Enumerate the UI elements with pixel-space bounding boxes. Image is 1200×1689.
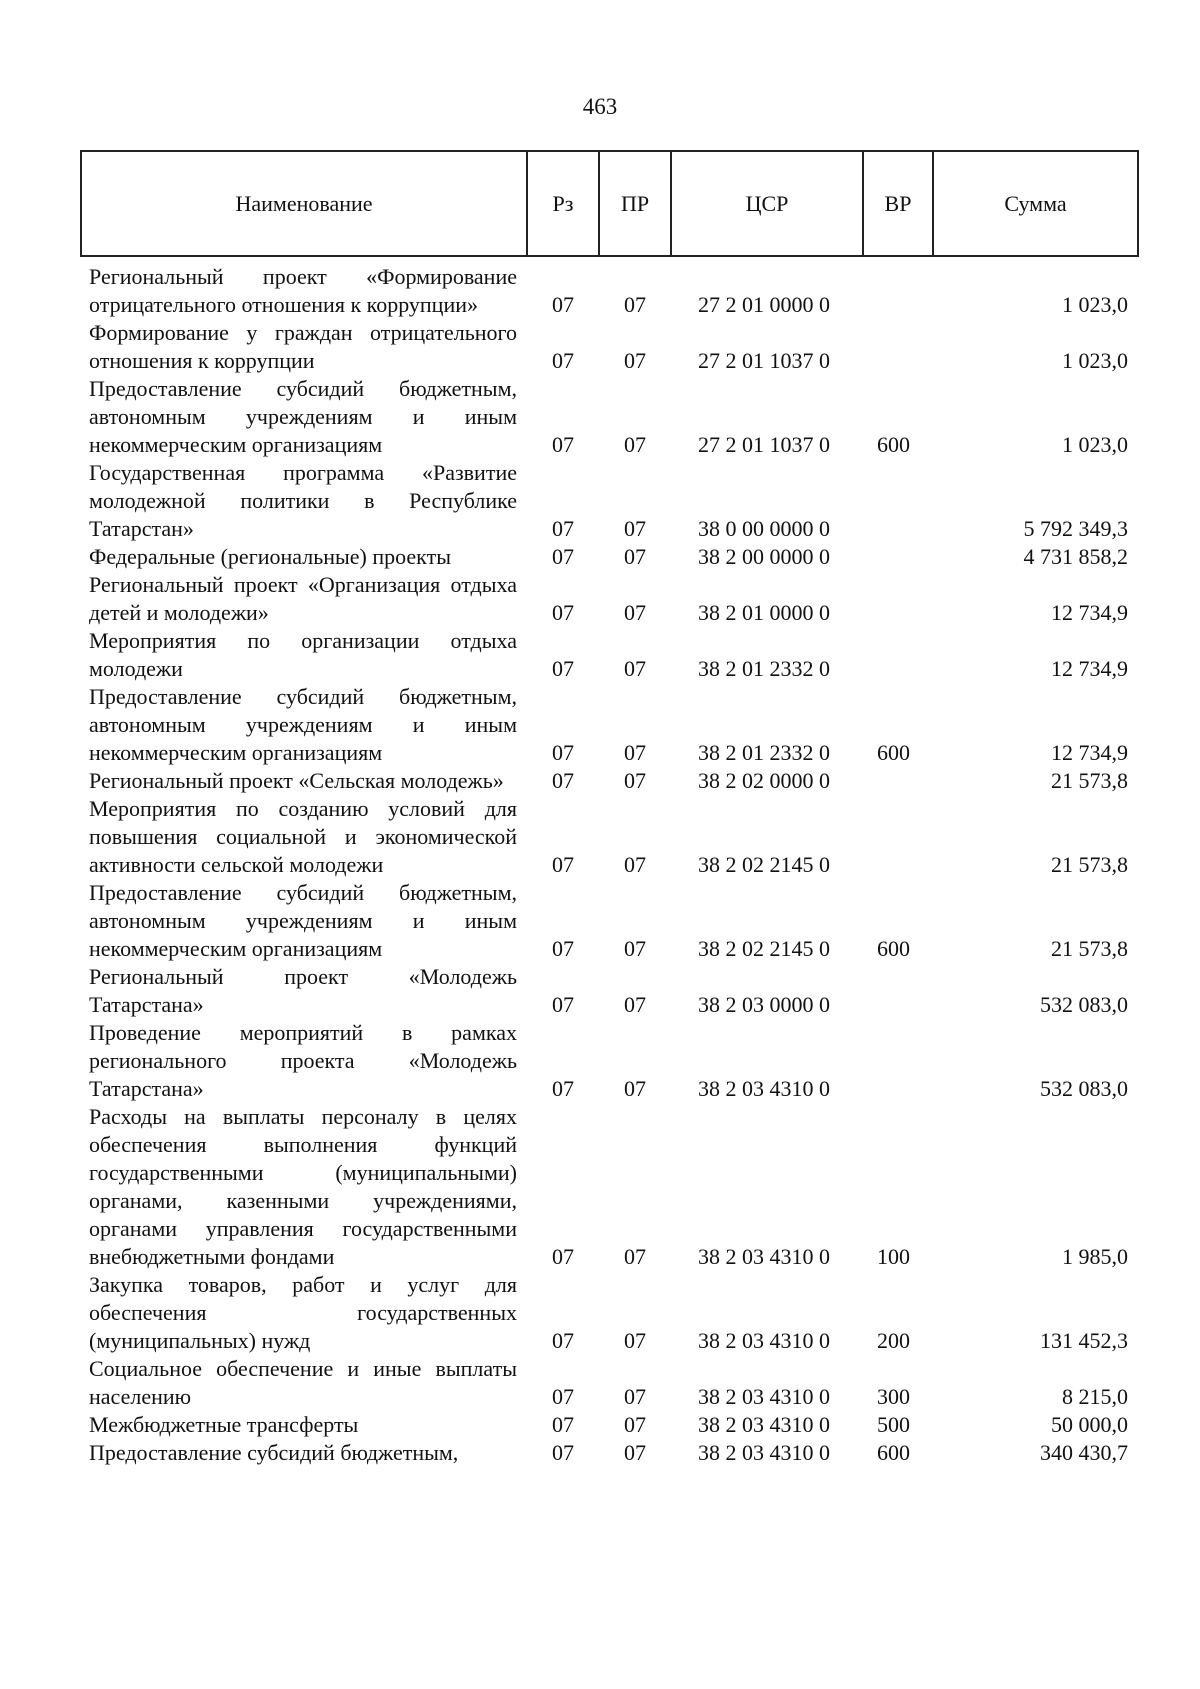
row-rz: 07 [552, 292, 574, 317]
table-body [81, 256, 1138, 1467]
row-vr: 500 [877, 1412, 910, 1437]
table-row [81, 795, 1138, 879]
table-row [81, 963, 1138, 1019]
row-csr: 38 2 03 4310 0 [698, 1440, 830, 1465]
row-csr: 38 2 00 0000 0 [698, 544, 830, 569]
row-name: Межбюджетные трансферты [89, 1412, 359, 1437]
row-name: Предоставление субсидий бюджетным, [89, 1440, 459, 1465]
row-pr: 07 [624, 1076, 646, 1101]
row-name: Предоставление субсидий бюджетным, автономным учреждениям и иным некоммерческим организациям [89, 880, 517, 961]
row-sum: 12 734,9 [1051, 656, 1128, 681]
row-name: Региональный проект «Формирование отрицательного отношения к коррупции» [89, 264, 517, 317]
table-row [81, 1271, 1138, 1355]
row-name: Региональный проект «Организация отдыха детей и молодежи» [89, 572, 517, 625]
row-pr: 07 [624, 292, 646, 317]
row-pr: 07 [624, 600, 646, 625]
row-sum: 340 430,7 [1040, 1440, 1128, 1465]
row-name: Расходы на выплаты персоналу в целях обеспечения выполнения функций государственными (муниципальными) органами, казенными учреждениями, органами управления государственными внебюджетными фондами [89, 1104, 517, 1269]
row-vr: 100 [877, 1244, 910, 1269]
row-rz: 07 [552, 1076, 574, 1101]
row-vr [863, 459, 933, 543]
row-csr: 38 2 02 2145 0 [698, 852, 830, 877]
row-csr: 38 2 02 0000 0 [698, 768, 830, 793]
row-name: Закупка товаров, работ и услуг для обеспечения государственных (муниципальных) нужд [89, 1272, 517, 1353]
row-pr: 07 [624, 852, 646, 877]
row-vr [863, 319, 933, 375]
row-csr: 27 2 01 1037 0 [698, 348, 830, 373]
row-csr: 38 2 02 2145 0 [698, 936, 830, 961]
row-vr: 600 [877, 936, 910, 961]
row-vr: 600 [877, 740, 910, 765]
row-name: Государственная программа «Развитие молодежной политики в Республике Татарстан» [89, 460, 517, 541]
row-rz: 07 [552, 600, 574, 625]
row-pr: 07 [624, 544, 646, 569]
row-sum: 532 083,0 [1040, 1076, 1128, 1101]
row-name: Предоставление субсидий бюджетным, автономным учреждениям и иным некоммерческим организациям [89, 684, 517, 765]
row-sum: 1 023,0 [1062, 292, 1128, 317]
row-csr: 38 2 03 4310 0 [698, 1412, 830, 1437]
header-sum: Сумма [933, 151, 1138, 256]
page-number: 463 [582, 94, 618, 119]
header-csr: ЦСР [671, 151, 863, 256]
row-csr: 38 2 03 0000 0 [698, 992, 830, 1017]
row-pr: 07 [624, 1412, 646, 1437]
row-sum: 21 573,8 [1051, 768, 1128, 793]
row-csr: 38 2 03 4310 0 [698, 1244, 830, 1269]
row-rz: 07 [552, 992, 574, 1017]
row-pr: 07 [624, 1440, 646, 1465]
row-name: Предоставление субсидий бюджетным, автономным учреждениям и иным некоммерческим организациям [89, 376, 517, 457]
row-name: Социальное обеспечение и иные выплаты населению [89, 1356, 517, 1409]
row-rz: 07 [552, 656, 574, 681]
row-pr: 07 [624, 432, 646, 457]
table-row [81, 459, 1138, 543]
row-sum: 12 734,9 [1051, 740, 1128, 765]
row-name: Федеральные (региональные) проекты [89, 544, 451, 569]
row-rz: 07 [552, 740, 574, 765]
table-header [81, 151, 1138, 256]
row-csr: 38 2 03 4310 0 [698, 1328, 830, 1353]
header-vr: ВР [863, 151, 933, 256]
row-name: Региональный проект «Сельская молодежь» [89, 768, 504, 793]
row-pr: 07 [624, 1328, 646, 1353]
row-csr: 27 2 01 0000 0 [698, 292, 830, 317]
row-sum: 1 023,0 [1062, 348, 1128, 373]
row-name: Формирование у граждан отрицательного отношения к коррупции [89, 320, 517, 373]
row-name: Мероприятия по организации отдыха молодежи [89, 628, 517, 681]
row-rz: 07 [552, 1440, 574, 1465]
table-row [81, 1103, 1138, 1271]
header-name: Наименование [81, 151, 527, 256]
table-row [81, 543, 1138, 571]
table-row [81, 1355, 1138, 1411]
row-csr: 38 2 01 2332 0 [698, 656, 830, 681]
row-vr [863, 543, 933, 571]
row-vr: 300 [877, 1384, 910, 1409]
row-rz: 07 [552, 544, 574, 569]
row-csr: 38 0 00 0000 0 [698, 516, 830, 541]
table-row [81, 375, 1138, 459]
row-sum: 50 000,0 [1051, 1412, 1128, 1437]
row-pr: 07 [624, 768, 646, 793]
table-row [81, 319, 1138, 375]
row-rz: 07 [552, 516, 574, 541]
row-rz: 07 [552, 1244, 574, 1269]
row-vr [863, 767, 933, 795]
row-sum: 1 023,0 [1062, 432, 1128, 457]
table-row [81, 767, 1138, 795]
header-row [81, 151, 1138, 256]
header-rz: Рз [527, 151, 599, 256]
row-sum: 131 452,3 [1040, 1328, 1128, 1353]
row-pr: 07 [624, 1244, 646, 1269]
row-vr: 600 [877, 1440, 910, 1465]
row-sum: 532 083,0 [1040, 992, 1128, 1017]
table-row [81, 627, 1138, 683]
header-pr: ПР [599, 151, 671, 256]
row-vr [863, 263, 933, 319]
table-row [81, 1439, 1138, 1467]
row-name: Региональный проект «Молодежь Татарстана» [89, 964, 517, 1017]
row-pr: 07 [624, 740, 646, 765]
row-vr [863, 963, 933, 1019]
row-rz: 07 [552, 936, 574, 961]
row-sum: 12 734,9 [1051, 600, 1128, 625]
row-csr: 38 2 03 4310 0 [698, 1076, 830, 1101]
table-row [81, 683, 1138, 767]
row-sum: 8 215,0 [1062, 1384, 1128, 1409]
row-rz: 07 [552, 1384, 574, 1409]
row-vr [863, 1019, 933, 1103]
row-pr: 07 [624, 516, 646, 541]
header-spacer [81, 256, 1138, 263]
row-csr: 27 2 01 1037 0 [698, 432, 830, 457]
row-csr: 38 2 01 2332 0 [698, 740, 830, 765]
row-rz: 07 [552, 1412, 574, 1437]
row-rz: 07 [552, 348, 574, 373]
row-rz: 07 [552, 852, 574, 877]
row-sum: 21 573,8 [1051, 936, 1128, 961]
row-pr: 07 [624, 656, 646, 681]
row-vr [863, 571, 933, 627]
table-row [81, 263, 1138, 319]
table-row [81, 879, 1138, 963]
row-name: Мероприятия по созданию условий для повышения социальной и экономической активности сельской молодежи [89, 796, 517, 877]
row-sum: 5 792 349,3 [1023, 516, 1128, 541]
row-rz: 07 [552, 432, 574, 457]
row-rz: 07 [552, 768, 574, 793]
row-vr [863, 795, 933, 879]
row-sum: 4 731 858,2 [1023, 544, 1128, 569]
table-row [81, 571, 1138, 627]
row-pr: 07 [624, 992, 646, 1017]
row-csr: 38 2 03 4310 0 [698, 1384, 830, 1409]
row-vr: 600 [877, 432, 910, 457]
row-pr: 07 [624, 936, 646, 961]
row-vr [863, 627, 933, 683]
row-sum: 1 985,0 [1062, 1244, 1128, 1269]
row-vr: 200 [877, 1328, 910, 1353]
row-pr: 07 [624, 348, 646, 373]
row-name: Проведение мероприятий в рамках регионального проекта «Молодежь Татарстана» [89, 1020, 517, 1101]
table-row [81, 1411, 1138, 1439]
row-pr: 07 [624, 1384, 646, 1409]
budget-table [80, 150, 1139, 1467]
table-row [81, 1019, 1138, 1103]
row-sum: 21 573,8 [1051, 852, 1128, 877]
row-csr: 38 2 01 0000 0 [698, 600, 830, 625]
row-rz: 07 [552, 1328, 574, 1353]
